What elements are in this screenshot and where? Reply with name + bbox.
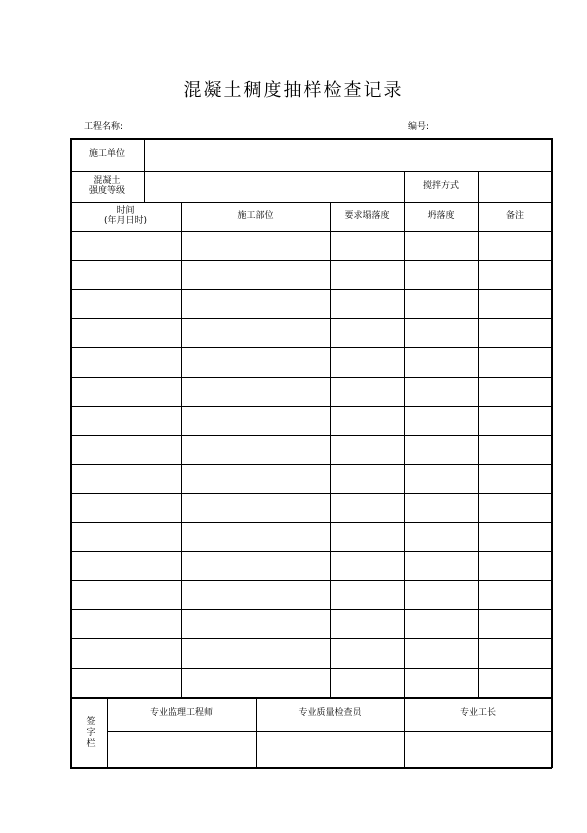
grid-line	[70, 551, 552, 552]
part-cell[interactable]	[181, 406, 330, 435]
grid-line	[70, 638, 552, 639]
grid-line	[70, 697, 552, 699]
table-row	[70, 668, 552, 697]
remarks-cell[interactable]	[478, 318, 552, 347]
time-cell[interactable]	[70, 551, 181, 580]
grid-line	[70, 767, 552, 769]
table-row	[70, 231, 552, 260]
required-slump-cell[interactable]	[330, 609, 404, 638]
required-slump-cell[interactable]	[330, 377, 404, 406]
table-row	[70, 551, 552, 580]
remarks-cell[interactable]	[478, 406, 552, 435]
col-header-remarks: 备注	[505, 210, 524, 221]
grid-line	[70, 289, 552, 290]
time-cell[interactable]	[70, 347, 181, 376]
grid-line	[70, 493, 552, 494]
required-slump-cell[interactable]	[330, 551, 404, 580]
table-row	[70, 609, 552, 638]
remarks-cell[interactable]	[478, 260, 552, 289]
time-cell[interactable]	[70, 638, 181, 667]
record-form	[70, 138, 552, 768]
part-cell[interactable]	[181, 668, 330, 697]
grid-line	[70, 231, 552, 232]
table-row	[70, 260, 552, 289]
grid-line	[70, 580, 552, 581]
part-cell[interactable]	[181, 347, 330, 376]
part-cell[interactable]	[181, 231, 330, 260]
grid-line	[478, 202, 479, 697]
slump-cell[interactable]	[404, 318, 478, 347]
time-cell[interactable]	[70, 580, 181, 609]
time-cell[interactable]	[70, 289, 181, 318]
time-cell[interactable]	[70, 435, 181, 464]
table-row	[70, 580, 552, 609]
grid-line	[256, 697, 257, 768]
slump-cell[interactable]	[404, 522, 478, 551]
page-title: 混凝土稠度抽样检查记录	[183, 80, 404, 101]
required-slump-cell[interactable]	[330, 668, 404, 697]
part-cell[interactable]	[181, 377, 330, 406]
required-slump-cell[interactable]	[330, 464, 404, 493]
remarks-cell[interactable]	[478, 522, 552, 551]
slump-cell[interactable]	[404, 580, 478, 609]
time-cell[interactable]	[70, 406, 181, 435]
required-slump-cell[interactable]	[330, 260, 404, 289]
time-cell[interactable]	[70, 377, 181, 406]
remarks-cell[interactable]	[478, 580, 552, 609]
remarks-cell[interactable]	[478, 377, 552, 406]
time-cell[interactable]	[70, 318, 181, 347]
remarks-cell[interactable]	[478, 493, 552, 522]
grid-line	[70, 260, 552, 261]
slump-cell[interactable]	[404, 347, 478, 376]
grid-line	[70, 668, 552, 669]
part-cell[interactable]	[181, 551, 330, 580]
time-cell[interactable]	[70, 260, 181, 289]
part-cell[interactable]	[181, 638, 330, 667]
grid-line	[70, 406, 552, 407]
grid-line	[144, 138, 145, 202]
grid-line	[70, 318, 552, 319]
signature-field-quality-inspector[interactable]	[256, 731, 404, 768]
grid-line	[70, 377, 552, 378]
table-row	[70, 435, 552, 464]
part-cell[interactable]	[181, 580, 330, 609]
remarks-cell[interactable]	[478, 347, 552, 376]
grid-line	[330, 202, 331, 697]
remarks-cell[interactable]	[478, 638, 552, 667]
mixing-method-label: 搅拌方式	[422, 180, 459, 191]
table-row	[70, 522, 552, 551]
mixing-method-field[interactable]	[478, 171, 552, 202]
grid-line	[70, 202, 552, 203]
project-name-label: 工程名称:	[84, 122, 124, 132]
time-cell[interactable]	[70, 522, 181, 551]
required-slump-cell[interactable]	[330, 318, 404, 347]
part-cell[interactable]	[181, 289, 330, 318]
serial-no-label: 编号:	[408, 122, 430, 132]
part-cell[interactable]	[181, 318, 330, 347]
col-header-time	[70, 202, 181, 231]
construction-unit-label: 施工单位	[88, 148, 125, 159]
grid-line	[551, 138, 553, 768]
slump-cell[interactable]	[404, 231, 478, 260]
grid-line	[478, 171, 479, 202]
signature-role-quality-inspector: 专业质量检查员	[298, 708, 362, 719]
slump-cell[interactable]	[404, 638, 478, 667]
slump-cell[interactable]	[404, 260, 478, 289]
grid-line	[70, 138, 72, 768]
slump-cell[interactable]	[404, 493, 478, 522]
table-row	[70, 493, 552, 522]
slump-cell[interactable]	[404, 668, 478, 697]
col-header-time-line1: 时间	[116, 205, 135, 216]
remarks-cell[interactable]	[478, 435, 552, 464]
required-slump-cell[interactable]	[330, 493, 404, 522]
signature-label-text: 签字栏	[84, 716, 95, 749]
col-header-required-slump: 要求塌落度	[344, 210, 390, 221]
slump-cell[interactable]	[404, 551, 478, 580]
remarks-cell[interactable]	[478, 551, 552, 580]
construction-unit-field[interactable]	[144, 138, 552, 171]
concrete-grade-field[interactable]	[144, 171, 404, 202]
part-cell[interactable]	[181, 464, 330, 493]
time-cell[interactable]	[70, 231, 181, 260]
concrete-grade-label-line1: 混凝土	[93, 175, 121, 186]
grid-line	[70, 522, 552, 523]
col-header-part: 施工部位	[237, 210, 274, 221]
slump-cell[interactable]	[404, 464, 478, 493]
slump-cell[interactable]	[404, 609, 478, 638]
time-cell[interactable]	[70, 609, 181, 638]
col-header-slump: 坍落度	[427, 210, 455, 221]
table-row	[70, 406, 552, 435]
required-slump-cell[interactable]	[330, 522, 404, 551]
concrete-grade-label	[70, 171, 144, 202]
remarks-cell[interactable]	[478, 609, 552, 638]
table-row	[70, 464, 552, 493]
grid-line	[70, 138, 552, 140]
grid-line	[404, 697, 405, 768]
grid-line	[181, 202, 182, 697]
required-slump-cell[interactable]	[330, 347, 404, 376]
slump-cell[interactable]	[404, 435, 478, 464]
remarks-cell[interactable]	[478, 289, 552, 318]
col-header-time-line2: (年月日时)	[103, 215, 148, 226]
grid-line	[404, 171, 405, 202]
slump-cell[interactable]	[404, 406, 478, 435]
required-slump-cell[interactable]	[330, 435, 404, 464]
part-cell[interactable]	[181, 435, 330, 464]
signature-field-foreman[interactable]	[404, 731, 552, 768]
required-slump-cell[interactable]	[330, 231, 404, 260]
remarks-cell[interactable]	[478, 231, 552, 260]
table-row	[70, 347, 552, 376]
signature-field-supervisor[interactable]	[107, 731, 256, 768]
remarks-cell[interactable]	[478, 668, 552, 697]
time-cell[interactable]	[70, 493, 181, 522]
table-row	[70, 638, 552, 667]
time-cell[interactable]	[70, 668, 181, 697]
required-slump-cell[interactable]	[330, 638, 404, 667]
signature-role-supervisor: 专业监理工程师	[149, 708, 213, 719]
grid-line	[70, 171, 552, 172]
grid-line	[70, 347, 552, 348]
table-row	[70, 377, 552, 406]
slump-cell[interactable]	[404, 377, 478, 406]
remarks-cell[interactable]	[478, 464, 552, 493]
grid-line	[107, 731, 552, 732]
part-cell[interactable]	[181, 522, 330, 551]
part-cell[interactable]	[181, 609, 330, 638]
required-slump-cell[interactable]	[330, 289, 404, 318]
table-row	[70, 318, 552, 347]
table-row	[70, 289, 552, 318]
part-cell[interactable]	[181, 493, 330, 522]
concrete-grade-label-line2: 强度等级	[88, 185, 125, 196]
required-slump-cell[interactable]	[330, 580, 404, 609]
grid-line	[70, 609, 552, 610]
slump-cell[interactable]	[404, 289, 478, 318]
signature-label	[70, 697, 107, 768]
grid-line	[70, 464, 552, 465]
part-cell[interactable]	[181, 260, 330, 289]
required-slump-cell[interactable]	[330, 406, 404, 435]
grid-line	[70, 435, 552, 436]
time-cell[interactable]	[70, 464, 181, 493]
grid-line	[404, 202, 405, 697]
signature-role-foreman: 专业工长	[459, 708, 496, 719]
grid-line	[107, 697, 108, 768]
